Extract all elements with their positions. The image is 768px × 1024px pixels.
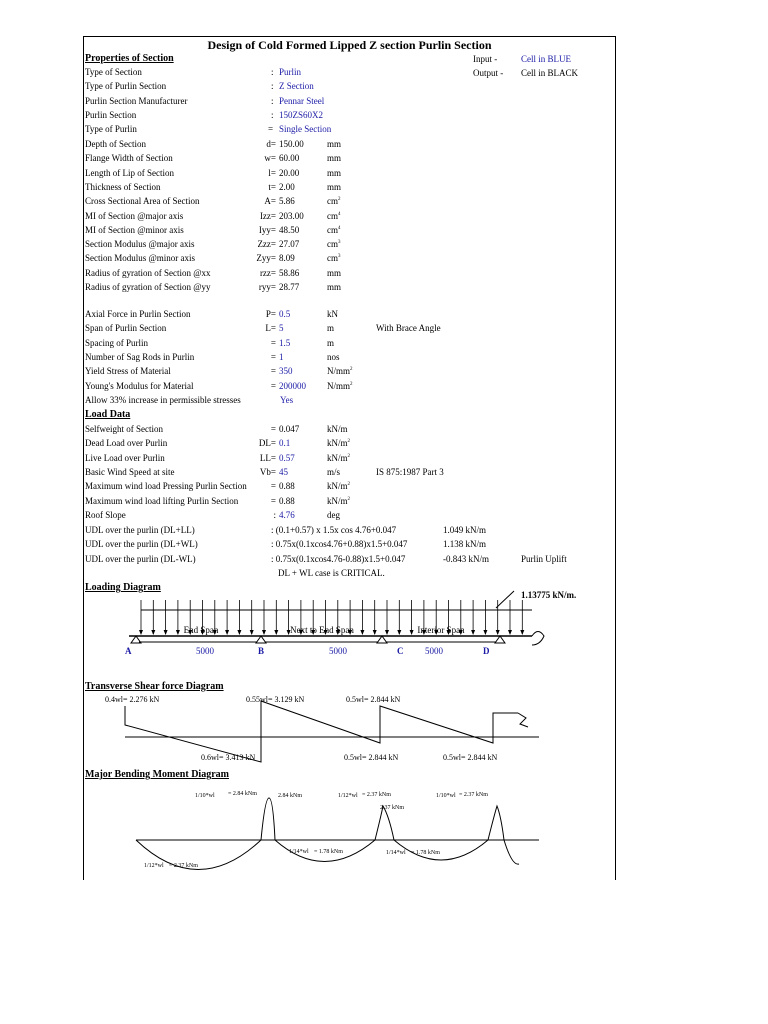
moment-label-end-span-value: = 2.37 kNm	[169, 863, 198, 869]
property-symbol: ryy=	[258, 282, 276, 292]
legend-output-value: Cell in BLACK	[521, 68, 579, 78]
property-value: Purlin	[279, 67, 302, 77]
moment-label-next-span-coef: 1/14*wl	[289, 849, 309, 855]
input-symbol: P=	[265, 309, 276, 319]
property-value: 48.50	[279, 224, 300, 235]
property-unit: $cm^3$	[327, 253, 341, 264]
property-symbol: rzz=	[259, 267, 276, 278]
property-label: MI of Section @minor axis	[85, 224, 184, 235]
property-value: 150ZS60X2	[279, 109, 324, 120]
input-symbol: =	[270, 351, 276, 362]
moment-label-b-left: = 2.84 kNm	[228, 791, 257, 797]
input-unit: m	[327, 323, 335, 334]
property-label: Depth of Section	[85, 139, 146, 149]
load-symbol: DL=	[258, 438, 276, 449]
moment-label-b-right: 2.84 kNm	[278, 793, 302, 799]
load-unit: m/s	[327, 466, 341, 477]
load-arrow-head	[262, 630, 266, 635]
shear-label-b-top: 0.55wl= 3.129 kN	[246, 695, 305, 704]
property-label: Length of Lip of Section	[85, 167, 174, 178]
property-unit: mm	[327, 181, 342, 192]
load-arrow-head	[139, 630, 143, 635]
property-unit: mm	[327, 139, 342, 149]
shear-label-c-bottom: 0.5wl= 2.844 kN	[344, 753, 399, 762]
input-unit: kN	[327, 309, 338, 319]
load-unit: $kN/m^2$	[327, 481, 351, 492]
beam-break-mark	[532, 632, 544, 646]
udl-label: UDL over the purlin (DL+LL)	[85, 525, 195, 535]
moment-label-c-sub: 2.37 kNm	[380, 805, 404, 811]
load-arrow-head	[360, 630, 364, 635]
udl-value: 1.138 kN/m	[443, 539, 487, 550]
load-label: Dead Load over Purlin	[85, 438, 168, 449]
span-length-end: 5000	[196, 646, 214, 656]
load-arrow-head	[385, 630, 389, 635]
load-value: 0.047	[279, 424, 300, 434]
load-label: Live Load over Purlin	[85, 452, 165, 463]
input-unit: $N/mm^2$	[327, 380, 353, 391]
input-value: 1	[279, 351, 284, 362]
load-symbol: LL=	[259, 452, 276, 463]
shear-break-mark	[518, 713, 528, 727]
property-unit: $cm^2$	[327, 196, 341, 207]
load-label: Basic Wind Speed at site	[85, 466, 175, 477]
property-label: Purlin Section Manufacturer	[85, 95, 188, 106]
load-arrow-head	[250, 630, 254, 635]
load-arrow-head	[483, 630, 487, 635]
load-value-label: 1.13775 kN/m.	[521, 590, 577, 600]
moment-diagram	[84, 780, 615, 880]
property-value: 58.86	[279, 267, 300, 278]
property-symbol: t=	[268, 181, 276, 192]
support-d	[495, 636, 505, 643]
property-symbol: :	[271, 81, 274, 92]
udl-expression: : 0.75x(0.1xcos4.76-0.88)x1.5+0.047	[271, 553, 406, 564]
load-value: 0.57	[279, 452, 295, 463]
property-value: 8.09	[279, 253, 295, 264]
property-label: Type of Purlin Section	[85, 81, 167, 92]
critical-note: DL + WL case is CRITICAL.	[278, 568, 385, 578]
support-label-c: C	[397, 646, 404, 656]
property-unit: $cm^3$	[327, 239, 341, 250]
span-label-next: Next to End Span	[290, 625, 354, 635]
load-label: Maximum wind load lifting Purlin Section	[85, 495, 239, 506]
property-value: Pennar Steel	[279, 95, 325, 106]
input-value: 0.5	[279, 309, 291, 319]
property-unit: $cm^4$	[327, 224, 341, 235]
moment-label-d-value: = 2.37 kNm	[459, 792, 488, 798]
moment-curve	[136, 798, 519, 870]
section-loading-diagram-heading: Loading Diagram	[85, 582, 161, 593]
input-unit: $N/mm^2$	[327, 366, 353, 377]
udl-value: -0.843 kN/m	[443, 553, 489, 564]
input-unit: m	[327, 337, 335, 348]
property-value: 150.00	[279, 139, 304, 149]
property-symbol: Zyy=	[256, 253, 276, 264]
sheet-title: Design of Cold Formed Lipped Z section Purlin Section	[207, 38, 492, 52]
property-symbol: :	[271, 95, 274, 106]
property-label: Thickness of Section	[85, 181, 161, 192]
load-unit: kN/m	[327, 424, 348, 434]
udl-expression: : 0.75x(0.1xcos4.76+0.88)x1.5+0.047	[271, 539, 408, 550]
load-arrow-head	[164, 630, 168, 635]
moment-label-end-span-coef: 1/12*wl	[144, 863, 164, 869]
legend-input-label: Input -	[473, 54, 498, 64]
property-unit: mm	[327, 282, 342, 292]
load-value: 0.1	[279, 438, 291, 449]
support-c	[377, 636, 387, 643]
input-value: 5	[279, 323, 284, 334]
property-label: Cross Sectional Area of Section	[85, 196, 200, 207]
property-label: Type of Section	[85, 67, 142, 77]
property-symbol: Izz=	[259, 210, 276, 221]
udl-note: Purlin Uplift	[521, 553, 567, 564]
load-symbol: =	[270, 424, 276, 434]
property-unit: mm	[327, 153, 342, 164]
input-unit: nos	[327, 351, 340, 362]
property-symbol: Zzz=	[257, 239, 276, 250]
property-label: Purlin Section	[85, 109, 137, 120]
section-load-data-heading: Load Data	[85, 409, 131, 420]
property-label: Section Modulus @major axis	[85, 239, 195, 250]
load-arrow-head	[176, 630, 180, 635]
shear-label-d-bottom: 0.5wl= 2.844 kN	[443, 753, 498, 762]
moment-label-c-coef: 1/12*wl	[338, 793, 358, 799]
property-unit: mm	[327, 167, 342, 178]
support-label-d: D	[483, 646, 490, 656]
property-value: 5.86	[279, 196, 295, 207]
input-symbol: L=	[265, 323, 276, 334]
moment-label-interior-span-value: = 1.78 kNm	[411, 850, 440, 856]
load-arrow-head	[397, 630, 401, 635]
input-symbol: =	[270, 380, 276, 391]
load-value: 0.88	[279, 481, 295, 492]
load-unit: $kN/m^2$	[327, 438, 351, 449]
moment-label-b-coef: 1/10*wl	[195, 793, 215, 799]
span-length-interior: 5000	[425, 646, 443, 656]
load-arrow-head	[373, 630, 377, 635]
input-label: Allow 33% increase in permissible stresses	[85, 394, 241, 405]
property-label: Type of Purlin	[85, 124, 137, 135]
udl-value: 1.049 kN/m	[443, 525, 487, 535]
property-value: 28.77	[279, 282, 300, 292]
shear-label-a-top: 0.4wl= 2.276 kN	[105, 695, 160, 704]
legend-output-label: Output -	[473, 68, 504, 78]
property-value: 2.00	[279, 181, 295, 192]
property-symbol: w=	[264, 153, 276, 164]
span-length-next: 5000	[329, 646, 347, 656]
property-value: 60.00	[279, 153, 300, 164]
input-note: With Brace Angle	[376, 323, 441, 334]
property-label: Flange Width of Section	[85, 153, 173, 164]
property-symbol: A=	[264, 196, 276, 207]
span-label-end: End Span	[183, 625, 219, 635]
input-value: 200000	[279, 380, 306, 391]
load-arrow-head	[151, 630, 155, 635]
property-label: Radius of gyration of Section @yy	[85, 282, 211, 292]
load-value: 45	[279, 466, 288, 477]
udl-label: UDL over the purlin (DL+WL)	[85, 539, 198, 550]
load-arrow-head	[496, 630, 500, 635]
moment-label-next-span-value: = 1.78 kNm	[314, 849, 343, 855]
property-label: MI of Section @major axis	[85, 210, 184, 221]
load-label: Roof Slope	[85, 509, 126, 520]
load-symbol: Vb=	[259, 466, 276, 477]
input-value: 1.5	[279, 337, 291, 348]
load-arrow-head	[508, 630, 512, 635]
load-value: 4.76	[279, 509, 295, 520]
section-shear-diagram-heading: Transverse Shear force Diagram	[85, 681, 224, 692]
property-value: 203.00	[279, 210, 304, 221]
shear-label-b-bottom: 0.6wl= 3.413 kN	[201, 753, 256, 762]
property-symbol: =	[268, 124, 274, 135]
udl-expression: : (0.1+0.57) x 1.5x cos 4.76+0.047	[271, 525, 397, 535]
load-unit: $kN/m^2$	[327, 452, 351, 463]
shear-diagram	[84, 693, 615, 768]
legend-input-value: Cell in BLUE	[521, 54, 571, 64]
section-moment-diagram-heading: Major Bending Moment Diagram	[85, 769, 229, 780]
load-arrow-head	[274, 630, 278, 635]
load-arrow-head	[225, 630, 229, 635]
load-arrow-head	[410, 630, 414, 635]
input-label: Spacing of Purlin	[85, 337, 148, 348]
property-unit: mm	[327, 267, 342, 278]
design-sheet	[83, 36, 616, 880]
load-symbol: :	[273, 509, 276, 520]
property-symbol: :	[271, 109, 274, 120]
input-value: Yes	[280, 394, 294, 405]
support-b	[256, 636, 266, 643]
input-value: 350	[279, 366, 293, 377]
input-label: Number of Sag Rods in Purlin	[85, 351, 195, 362]
load-symbol: =	[270, 495, 276, 506]
input-label: Young's Modulus for Material	[85, 380, 194, 391]
property-symbol: l=	[268, 167, 276, 178]
shear-label-c-top: 0.5wl= 2.844 kN	[346, 695, 401, 704]
load-arrow-head	[237, 630, 241, 635]
property-value: 20.00	[279, 167, 300, 178]
load-note: IS 875:1987 Part 3	[376, 466, 444, 477]
load-symbol: =	[270, 481, 276, 492]
property-symbol: d=	[266, 139, 276, 149]
load-unit: $kN/m^2$	[327, 495, 351, 506]
load-value: 0.88	[279, 495, 295, 506]
support-label-b: B	[258, 646, 265, 656]
span-label-interior: Interior Span	[417, 625, 465, 635]
input-symbol: =	[270, 337, 276, 348]
moment-label-interior-span-coef: 1/14*wl	[386, 850, 406, 856]
section-properties-heading: Properties of Section	[85, 53, 174, 64]
input-label: Span of Purlin Section	[85, 323, 167, 334]
property-unit: $cm^4$	[327, 210, 341, 221]
moment-label-c-value: = 2.37 kNm	[362, 792, 391, 798]
property-value: Z Section	[279, 81, 314, 92]
load-label-leader	[496, 591, 514, 608]
property-value: 27.07	[279, 239, 300, 250]
property-symbol: Iyy=	[258, 224, 276, 235]
support-label-a: A	[125, 646, 132, 656]
load-arrow-head	[520, 630, 524, 635]
moment-label-d-coef: 1/10*wl	[436, 793, 456, 799]
property-value: Single Section	[279, 124, 332, 135]
loading-diagram	[84, 583, 615, 683]
input-symbol: =	[270, 366, 276, 377]
load-unit: deg	[327, 509, 340, 520]
property-label: Section Modulus @minor axis	[85, 253, 196, 264]
input-label: Axial Force in Purlin Section	[85, 309, 191, 319]
udl-label: UDL over the purlin (DL-WL)	[85, 553, 196, 564]
property-symbol: :	[271, 67, 274, 77]
input-label: Yield Stress of Material	[85, 366, 171, 377]
load-arrow-head	[471, 630, 475, 635]
load-label: Maximum wind load Pressing Purlin Section	[85, 481, 247, 492]
load-label: Selfweight of Section	[85, 424, 163, 434]
property-label: Radius of gyration of Section @xx	[85, 267, 211, 278]
